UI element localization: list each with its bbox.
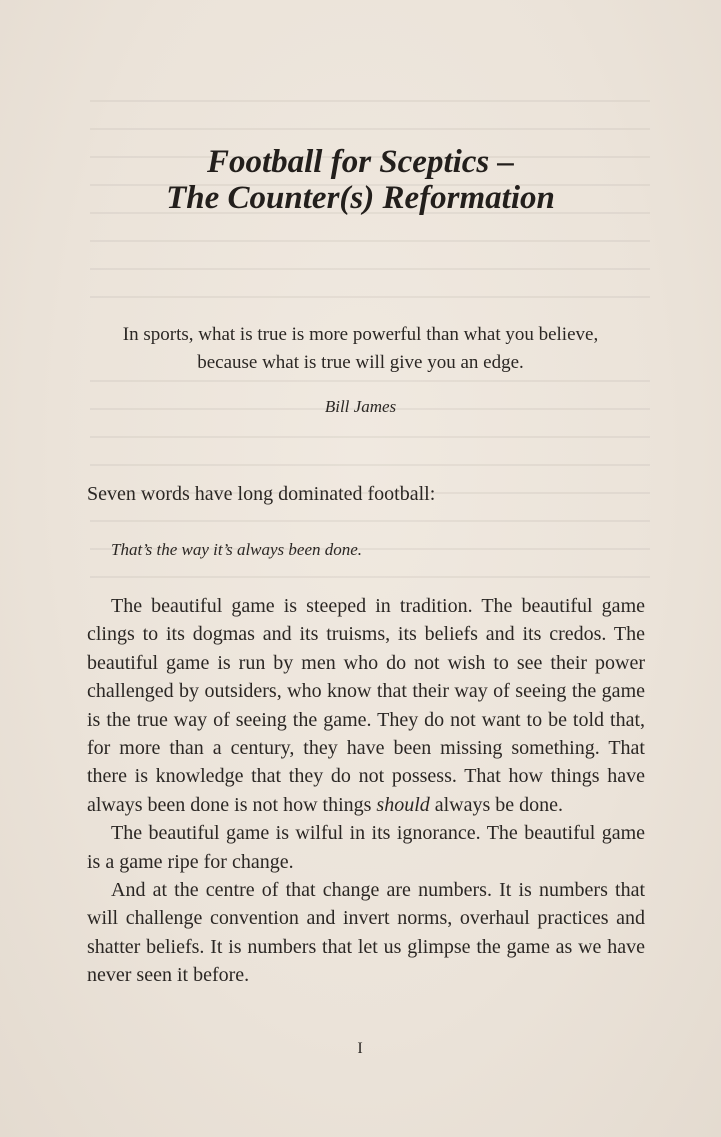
block-quote: That’s the way it’s always been done. <box>111 540 363 559</box>
paragraph-3: And at the centre of that change are numbers. It is numbers that will challenge convention and invert norms, overhaul practices and shatter beliefs. It is numbers that let us glimpse the game as we have never seen it before. <box>87 879 645 987</box>
chapter-title-line-2: The Counter(s) Reformation <box>166 180 555 216</box>
paragraph-1-emphasis: should <box>376 793 430 816</box>
paragraph-2: The beautiful game is wilful in its ignorance. The beautiful game is a game ripe for change. <box>87 822 645 873</box>
page-number: I <box>357 1040 364 1057</box>
body-text <box>87 592 645 990</box>
epigraph-line-1: In sports, what is true is more powerful than what you believe, <box>122 324 599 345</box>
epigraph-line-2: because what is true will give you an edge. <box>197 352 524 373</box>
intro-line: Seven words have long dominated football: <box>87 483 436 505</box>
paragraph-1-text: The beautiful game is steeped in tradition. The beautiful game clings to its dogmas and its truisms, its beliefs and its credos. The beautiful game is run by men who do not wish to see their power challenged by outsiders, who know that their way of seeing the game is the true way of seeing the game. They do not want to be told that, for more than a century, they have been missing something. That there is knowledge that they do not possess. That how things have always been done is not how things <box>87 595 645 816</box>
paragraph-1-end: always be done. <box>429 793 564 816</box>
epigraph-attribution: Bill James <box>324 397 397 416</box>
chapter-title-line-1: Football for Sceptics – <box>206 144 515 180</box>
paragraph-1 <box>87 592 645 819</box>
